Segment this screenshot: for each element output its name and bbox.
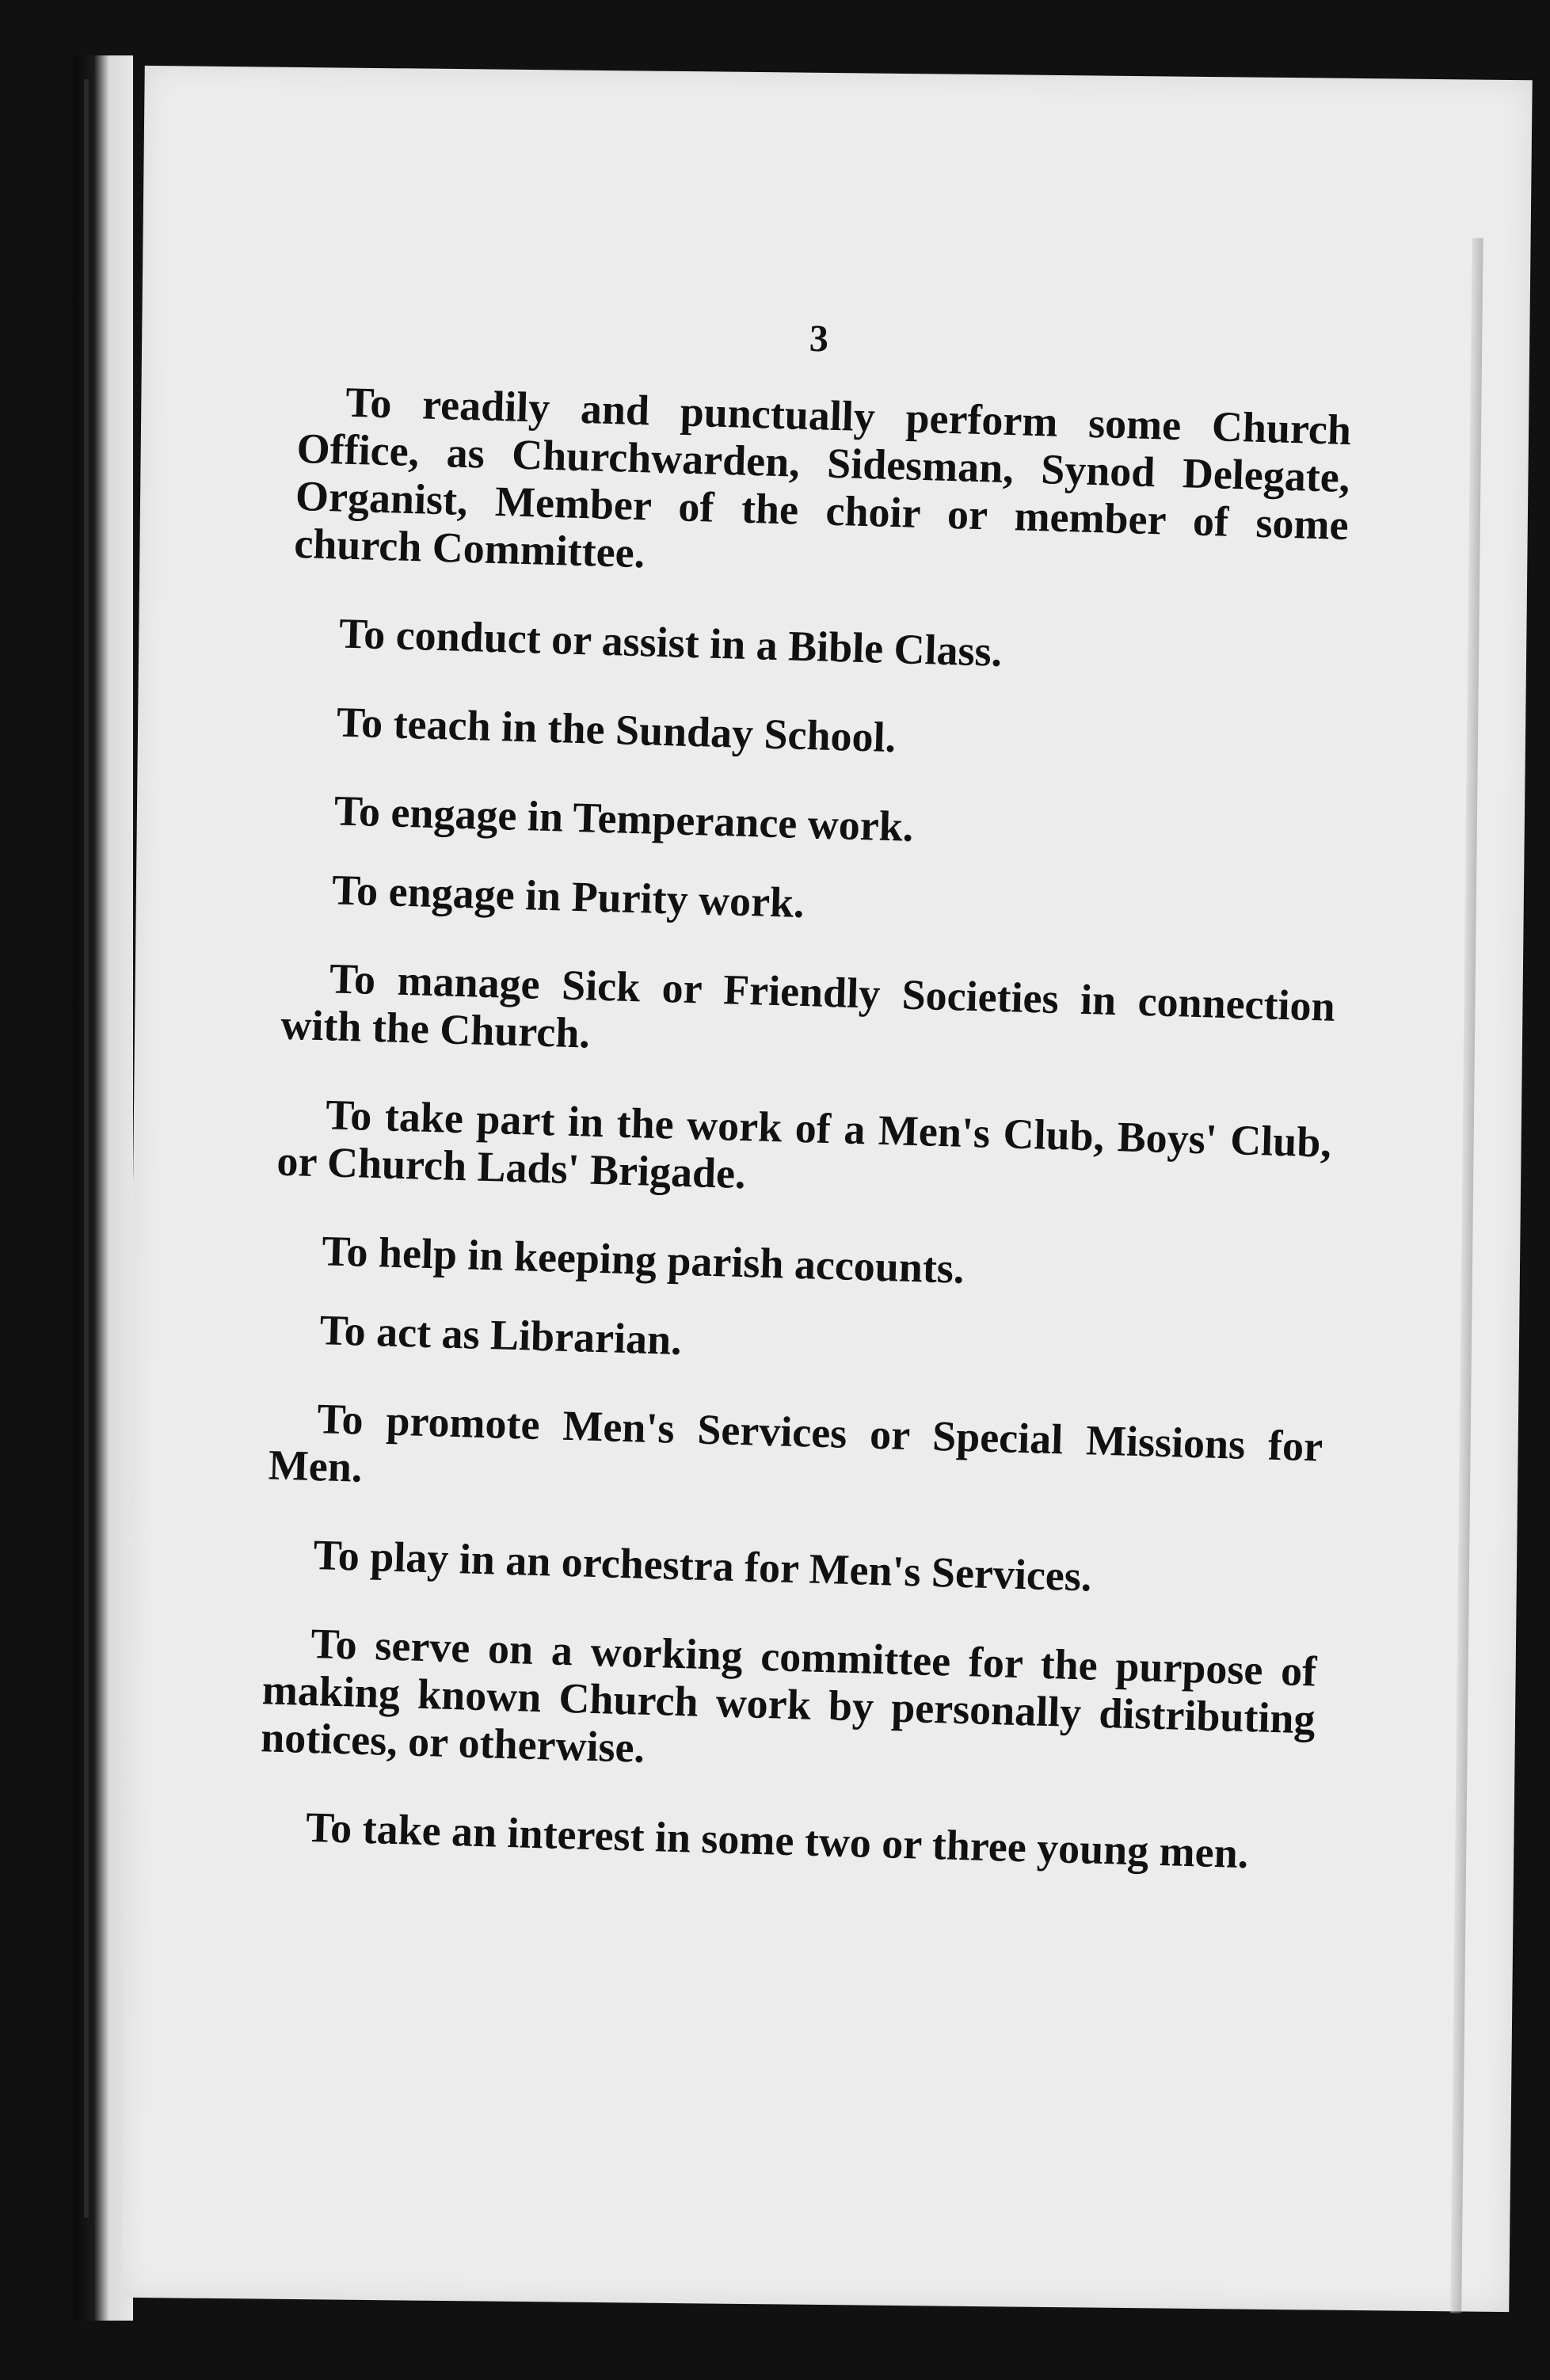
page-edge	[1450, 238, 1483, 2313]
paragraph-mens-services: To promote Men's Services or Special Missions for Men.	[268, 1395, 1323, 1491]
paragraph-committee: To serve on a working committee for the purpose of making known Church work by personally distributing notices, or otherwise.	[260, 1620, 1318, 1772]
paragraph-accounts: To help in keeping parish accounts.	[321, 1227, 965, 1293]
paragraph-church-office: To readily and punctually perform some Church Office, as Churchwarden, Sidesman, Synod Delegate, Organist, Member of the choir or member of some church Committee.	[293, 378, 1352, 577]
paragraph-purity: To engage in Purity work.	[331, 866, 805, 927]
paragraph-bible-class: To conduct or assist in a Bible Class.	[338, 609, 1004, 676]
paragraph-temperance: To engage in Temperance work.	[333, 786, 915, 851]
paragraph-mens-club: To take part in the work of a Men's Club, Boys' Club, or Church Lads' Brigade.	[276, 1091, 1332, 1198]
page-gutter-line	[84, 79, 89, 2218]
paragraph-orchestra: To play in an orchestra for Men's Services.	[312, 1531, 1093, 1601]
paragraph-societies: To manage Sick or Friendly Societies in connection with the Church.	[280, 954, 1336, 1057]
paragraph-young-men: To take an interest in some two or three young men.	[305, 1803, 1250, 1878]
paragraph-librarian: To act as Librarian.	[318, 1306, 683, 1364]
paragraph-sunday-school: To teach in the Sunday School.	[336, 698, 897, 762]
page-text	[257, 301, 1354, 1920]
page-number: 3	[809, 317, 829, 360]
